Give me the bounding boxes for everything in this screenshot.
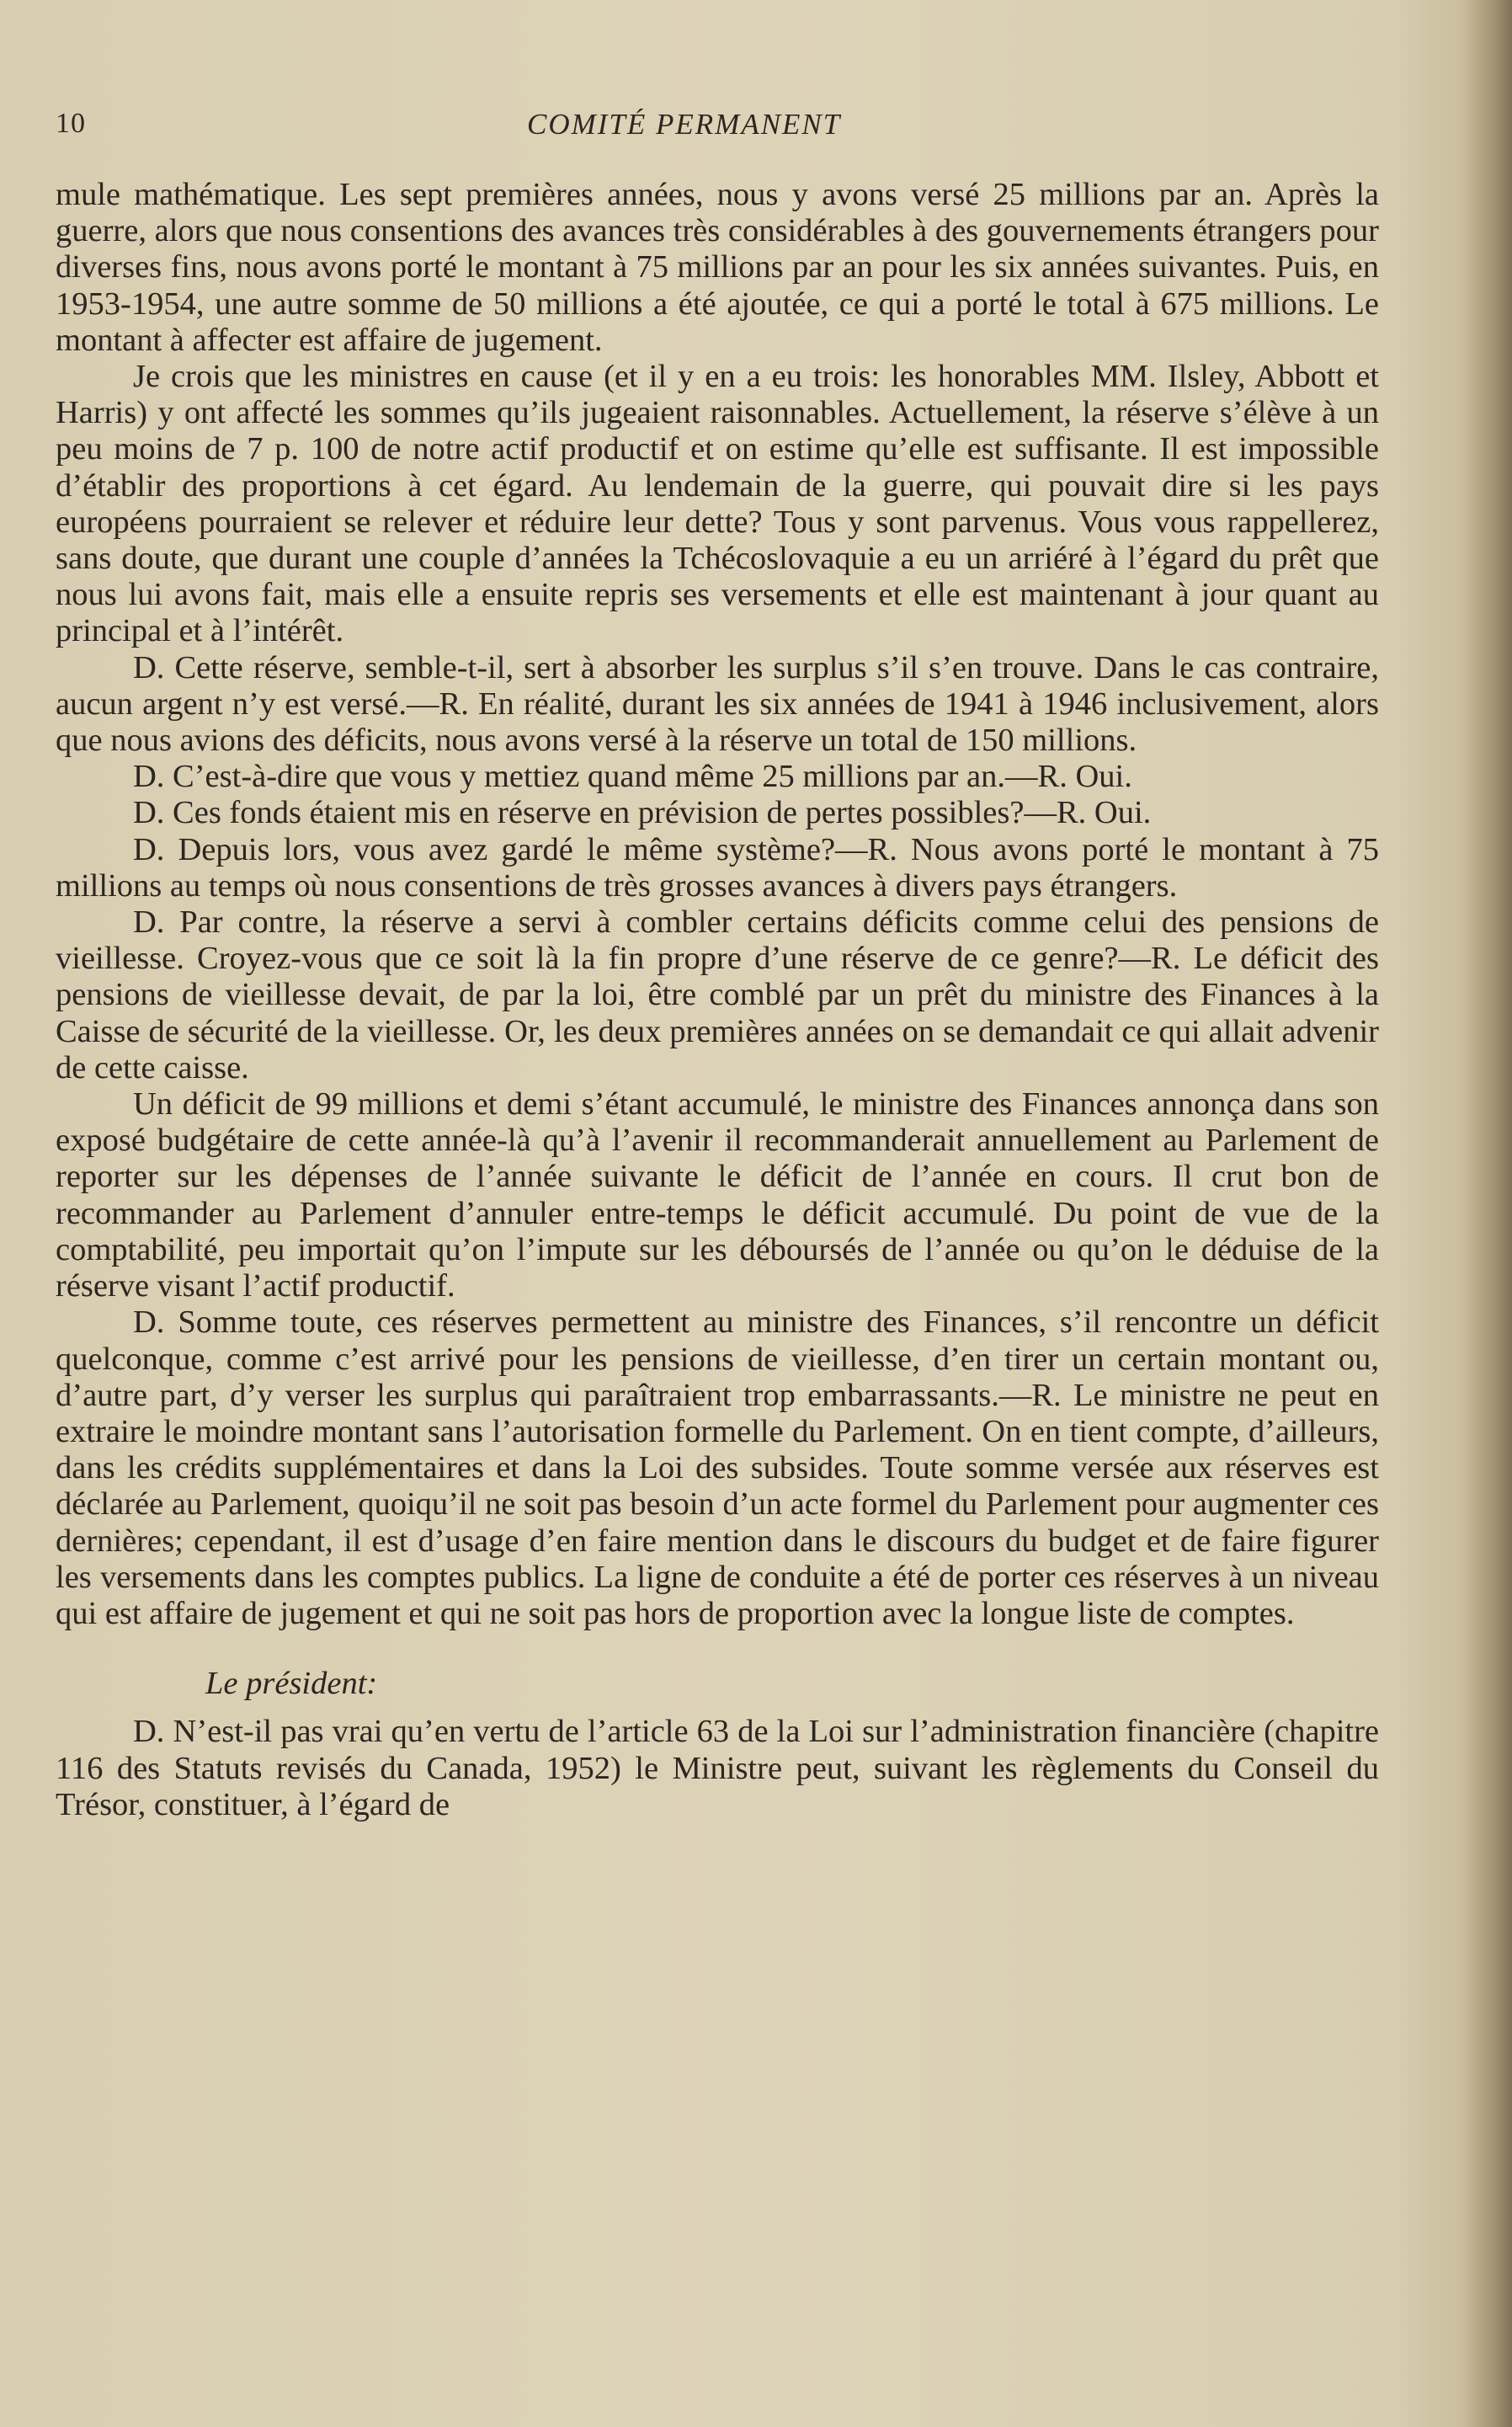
paragraph-question: D. Somme toute, ces réserves permettent au ministre des Finances, s’il rencontre un déficit quelconque, comme c’est arrivé pour les pensions de vieillesse, d’en tirer un certain montant ou, d’autre part, d’y verser les surplus qui paraîtraient trop embarrassants.—R. Le ministre ne peut en extraire le moindre montant sans l’autorisation formelle du Parlement. On en tient compte, d’ailleurs, dans les crédits supplémentaires et dans la Loi des subsides. Toute somme versée aux réserves est déclarée au Parlement, quoiqu’il ne soit pas besoin d’un acte formel du Parlement pour augmenter ces dernières; cependant, il est d’usage d’en faire mention dans le discours du budget et de faire figurer les versements dans les comptes publics. La ligne de conduite a été de porter ces réserves à un niveau qui est affaire de jugement et qui ne soit pas hors de proportion avec la longue liste de comptes. (56, 1304, 1379, 1631)
paragraph-question: D. C’est-à-dire que vous y mettiez quand même 25 millions par an.—R. Oui. (133, 759, 1132, 795)
speaker-label: Le président: (205, 1666, 378, 1702)
page-number: 10 (56, 108, 86, 139)
book-spine-shadow (1461, 0, 1512, 2427)
paragraph-question: D. Cette réserve, semble-t-il, sert à absorber les surplus s’il s’en trouve. Dans le cas contraire, aucun argent n’y est versé.—R. En réalité, durant les six années de 1941 à 1946 inclusivement, alors que nous avions des déficits, nous avons versé à la réserve un total de 150 millions. (56, 649, 1379, 759)
body-text (56, 177, 1379, 1823)
paragraph: Je crois que les ministres en cause (et il y en a eu trois: les honorables MM. Ilsley, Abbott et Harris) y ont affecté les sommes qu’ils jugeaient raisonnables. Actuellement, la réserve s’élève à un peu moins de 7 p. 100 de notre actif productif et on estime qu’elle est suffisante. Il est impossible d’établir des proportions à cet égard. Au lendemain de la guerre, qui pouvait dire si les pays européens pourraient se relever et réduire leur dette? Tous y sont parvenus. Vous vous rappellerez, sans doute, que durant une couple d’années la Tchécoslovaquie a eu un arriéré à l’égard du prêt que nous lui avons fait, mais elle a ensuite repris ses versements et elle est maintenant à jour quant au principal et à l’intérêt. (56, 359, 1379, 649)
paragraph-question: D. N’est-il pas vrai qu’en vertu de l’article 63 de la Loi sur l’administration financière (chapitre 116 des Statuts revisés du Canada, 1952) le Ministre peut, suivant les règlements du Conseil du Trésor, constituer, à l’égard de (56, 1714, 1379, 1822)
paragraph-question: D. Depuis lors, vous avez gardé le même système?—R. Nous avons porté le montant à 75 millions au temps où nous consentions de très grosses avances à divers pays étrangers. (56, 831, 1379, 904)
paragraph-question: D. Ces fonds étaient mis en réserve en prévision de pertes possibles?—R. Oui. (133, 795, 1152, 831)
running-head: COMITÉ PERMANENT (527, 108, 842, 141)
paragraph-question: D. Par contre, la réserve a servi à combler certains déficits comme celui des pensions de vieillesse. Croyez-vous que ce soit là la fin propre d’une réserve de ce genre?—R. Le déficit des pensions de vieillesse devait, de par la loi, être comblé par un prêt du ministre des Finances à la Caisse de sécurité de la vieillesse. Or, les deux premières années on se demandait ce qui allait advenir de cette caisse. (56, 904, 1379, 1085)
paragraph: Un déficit de 99 millions et demi s’étant accumulé, le ministre des Finances annonça dans son exposé budgétaire de cette année-là qu’à l’avenir il recommanderait annuellement au Parlement de reporter sur les dépenses de l’année suivante le déficit de l’année en cours. Il crut bon de recommander au Parlement d’annuler entre-temps le déficit accumulé. Du point de vue de la comptabilité, peu importait qu’on l’impute sur les déboursés de l’année ou qu’on le déduise de la réserve visant l’actif productif. (56, 1086, 1379, 1304)
page-header (56, 101, 1369, 152)
paragraph-continuation: mule mathématique. Les sept premières années, nous y avons versé 25 millions par an. Après la guerre, alors que nous consentions des avances très considérables à des gouvernements étrangers pour diverses fins, nous avons porté le montant à 75 millions par an pour les six années suivantes. Puis, en 1953-1954, une autre somme de 50 millions a été ajoutée, ce qui a porté le total à 675 millions. Le montant à affecter est affaire de jugement. (56, 177, 1379, 358)
